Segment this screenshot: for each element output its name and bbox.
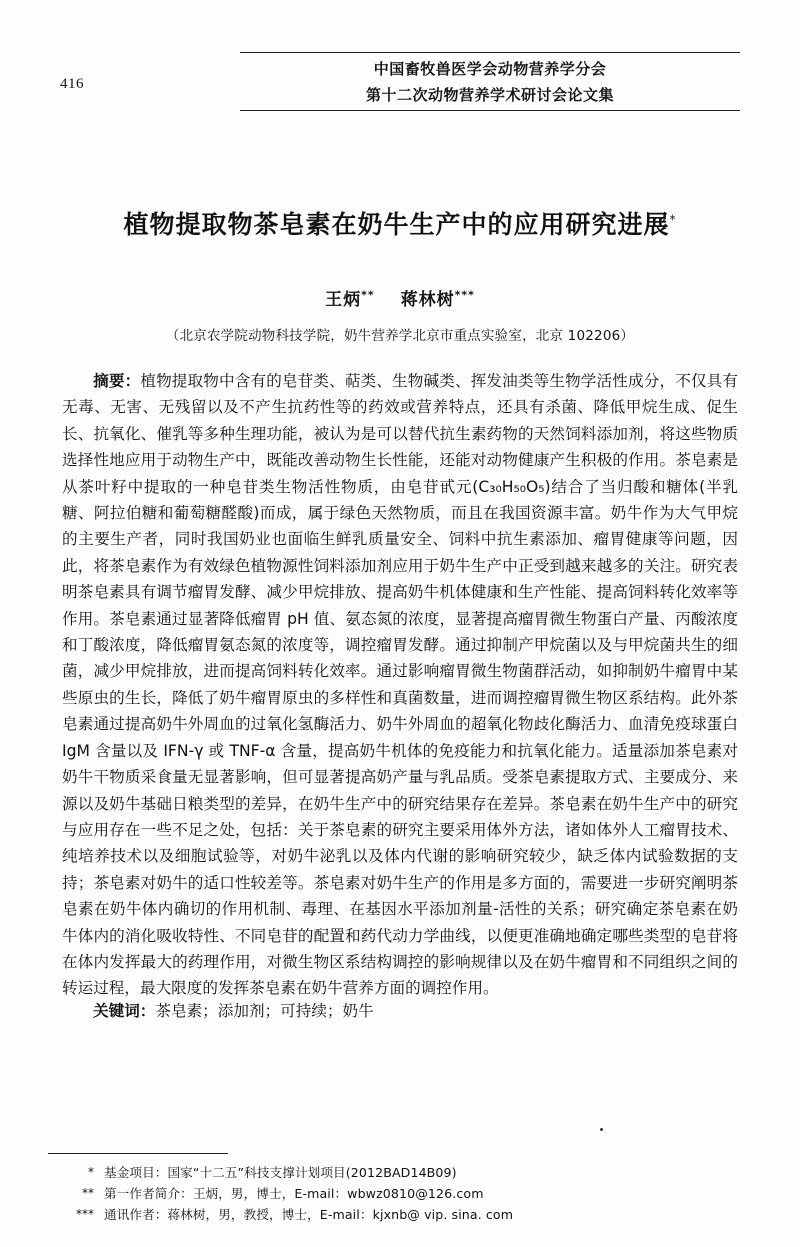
footnote-list bbox=[48, 1162, 748, 1225]
footnote-text: 第一作者简介：王炳，男，博士，E-mail：wbwz0810@126.com bbox=[104, 1186, 484, 1201]
header-rule-top bbox=[240, 52, 740, 53]
keywords-line bbox=[62, 998, 738, 1024]
footnote-text: 通讯作者：蒋林树，男，教授，博士，E-mail：kjxnb@ vip. sina. com bbox=[104, 1207, 514, 1222]
title-footnote-marker: * bbox=[669, 212, 677, 227]
abstract-label: 摘要： bbox=[93, 372, 141, 390]
running-head bbox=[60, 52, 740, 112]
title-text: 植物提取物茶皂素在奶牛生产中的应用研究进展 bbox=[123, 209, 670, 239]
page-title bbox=[60, 205, 740, 241]
footnote-marker: * bbox=[88, 1165, 94, 1179]
footnote-marker: ** bbox=[82, 1186, 94, 1200]
footnote-rule bbox=[48, 1153, 228, 1154]
header-rule-bottom bbox=[240, 110, 740, 111]
affiliation: （北京农学院动物科技学院，奶牛营养学北京市重点实验室，北京 102206） bbox=[165, 328, 635, 344]
header-line-1: 中国畜牧兽医学会动物营养学分会 bbox=[373, 60, 607, 78]
keywords-text: 茶皂素；添加剂；可持续；奶牛 bbox=[155, 1002, 374, 1020]
abstract-text: 植物提取物中含有的皂苷类、萜类、生物碱类、挥发油类等生物学活性成分，不仅具有无毒、无害、无残留以及不产生抗药性等的药效或营养特点，还具有杀菌、降低甲烷生成、促生长、抗氧化、催乳等多种生理功能，被认为是可以替代抗生素药物的天然饲料添加剂，将这些物质选择性地应用于动物生产中，既能改善动物生长性能，还能对动物健康产生积极的作用。茶皂素是从茶叶籽中提取的一种皂苷类生物活性物质，由皂苷甙元(C₃₀H₅₀O₅)结合了当归酸和糖体(半乳糖、阿拉伯糖和葡萄糖醛酸)而成，属于绿色天然物质，而且在我国资源丰富。奶牛作为大气甲烷的主要生产者，同时我国奶业也面临生鲜乳质量安全、饲料中抗生素添加、瘤胃健康等问题，因此，将茶皂素作为有效绿色植物源性饲料添加剂应用于奶牛生产中正受到越来越多的关注。研究表明茶皂素具有调节瘤胃发酵、减少甲烷排放、提高奶牛机体健康和生产性能、提高饲料转化效率等作用。茶皂素通过显著降低瘤胃 pH 值、氨态氮的浓度，显著提高瘤胃微生物蛋白产量、丙酸浓度和丁酸浓度，降低瘤胃氨态氮的浓度等，调控瘤胃发酵。通过抑制产甲烷菌以及与甲烷菌共生的细菌，减少甲烷排放，进而提高饲料转化效率。通过影响瘤胃微生物菌群活动，如抑制奶牛瘤胃中某些原虫的生长，降低了奶牛瘤胃原虫的多样性和真菌数量，进而调控瘤胃微生物区系结构。此外茶皂素通过提高奶牛外周血的过氧化氢酶活力、奶牛外周血的超氧化物歧化酶活力、血清免疫球蛋白 IgM 含量以及 IFN-γ 或 TNF-α 含量，提高奶牛机体的免疫能力和抗氧化能力。适量添加茶皂素对奶牛干物质采食量无显著影响，但可显著提高奶产量与乳品质。受茶皂素提取方式、主要成分、来源以及奶牛基础日粮类型的差异，在奶牛生产中的研究结果存在差异。茶皂素在奶牛生产中的研究与应用存在一些不足之处，包括：关于茶皂素的研究主要采用体外方法，诸如体外人工瘤胃技术、纯培养技术以及细胞试验等，对奶牛泌乳以及体内代谢的影响研究较少，缺乏体内试验数据的支持；茶皂素对奶牛的适口性较差等。茶皂素对奶牛生产的作用是多方面的，需要进一步研究阐明茶皂素在奶牛体内确切的作用机制、毒理、在基因水平添加剂量-活性的关系；研究确定茶皂素在奶牛体内的消化吸收特性、不同皂苷的配置和药代动力学曲线，以便更准确地确定哪些类型的皂苷将在体内发挥最大的药理作用，对微生物区系结构调控的影响规律以及在奶牛瘤胃和不同组织之间的转运过程，最大限度的发挥茶皂素在奶牛营养方面的调控作用。 bbox=[62, 372, 738, 998]
page-number: 416 bbox=[60, 76, 84, 92]
author-note-2: *** bbox=[454, 288, 475, 302]
author-list bbox=[60, 285, 740, 310]
header-title-lines bbox=[240, 56, 740, 108]
abstract-paragraph bbox=[62, 368, 738, 1002]
keywords-label: 关键词： bbox=[93, 1002, 156, 1020]
footnote-item bbox=[48, 1204, 748, 1225]
author-name-1: 王炳 bbox=[325, 290, 362, 310]
author-note-1: ** bbox=[361, 288, 375, 302]
header-line-2: 第十二次动物营养学术研讨会论文集 bbox=[365, 86, 614, 104]
author-name-2: 蒋林树 bbox=[400, 290, 455, 310]
footnote-item bbox=[48, 1162, 748, 1183]
footnote-text: 基金项目：国家“十二五”科技支撑计划项目(2012BAD14B09) bbox=[104, 1165, 457, 1180]
footnote-marker: *** bbox=[76, 1207, 94, 1221]
print-artifact-dot bbox=[600, 1128, 603, 1131]
footnote-item bbox=[48, 1183, 748, 1204]
